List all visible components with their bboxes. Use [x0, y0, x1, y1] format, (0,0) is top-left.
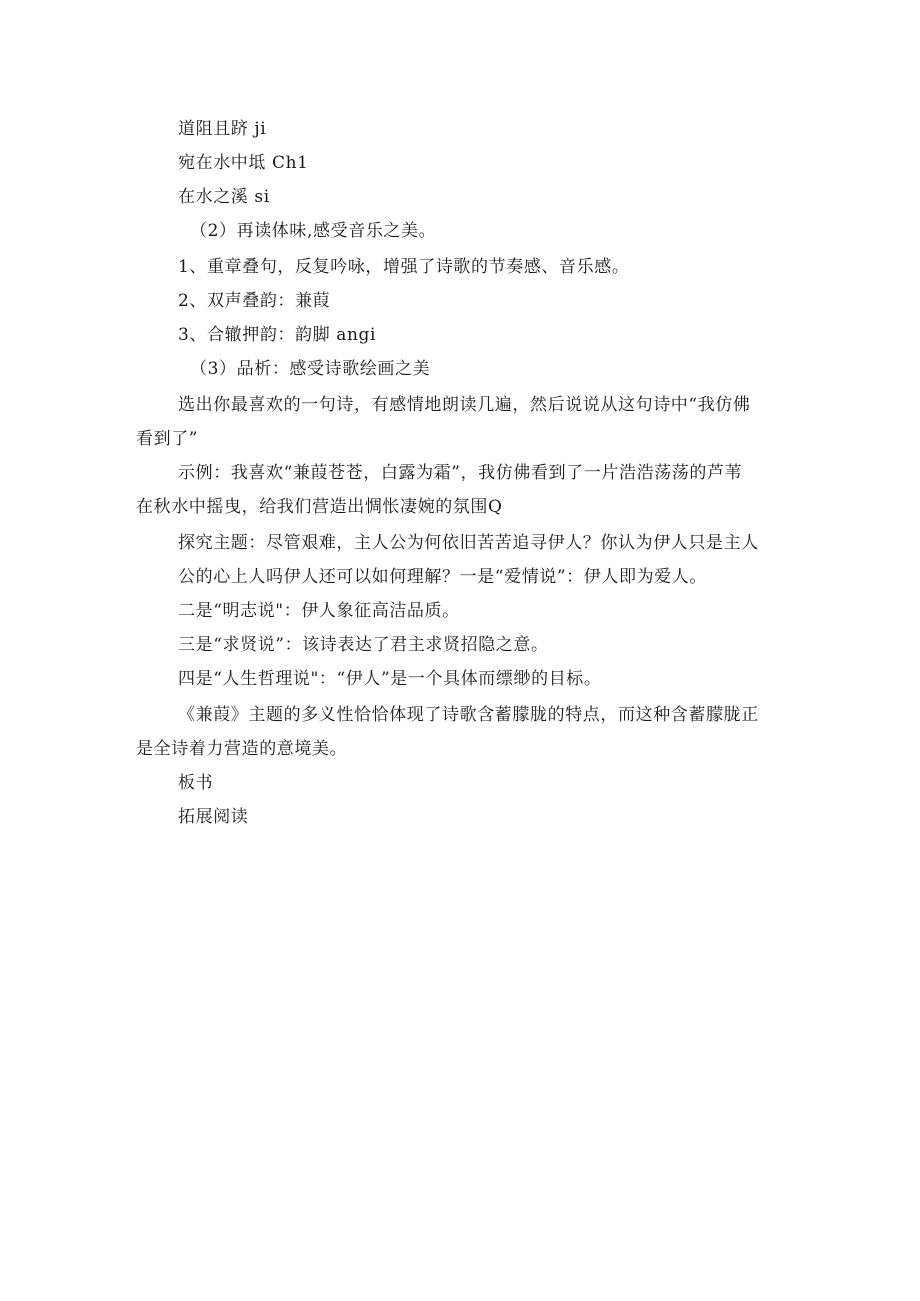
paragraph-line: 示例：我喜欢“兼葭苍苍，白露为霜”，我仿佛看到了一片浩浩荡荡的芦苇 [178, 463, 743, 483]
section-heading-2: （2）再读体味,感受音乐之美。 [190, 221, 437, 241]
heading-blackboard: 板书 [178, 773, 214, 793]
paragraph-line: 是全诗着力营造的意境美。 [136, 739, 348, 759]
paragraph-line: 三是“求贤说”：该诗表达了君主求贤招隐之意。 [178, 635, 549, 655]
paragraph-line: 探究主题：尽管艰难，主人公为何依旧苦苦追寻伊人？你认为伊人只是主人 [178, 533, 759, 553]
list-item-3: 3、合辙押韵：韵脚 angi [178, 325, 377, 345]
heading-extended-reading: 拓展阅读 [178, 807, 249, 827]
paragraph-line: 选出你最喜欢的一句诗，有感情地朗读几遍，然后说说从这句诗中“我仿佛 [178, 395, 751, 415]
list-item-1: 1、重章叠句，反复吟咏，增强了诗歌的节奏感、音乐感。 [178, 257, 630, 277]
poem-line-2: 宛在水中坻 Ch1 [178, 153, 309, 173]
poem-line-1: 道阻且跻 ji [178, 119, 267, 139]
section-heading-3: （3）品析：感受诗歌绘画之美 [190, 359, 431, 379]
paragraph-line: 四是“人生哲理说"：“伊人”是一个具体而缥缈的目标。 [178, 669, 602, 689]
paragraph-line: 在秋水中摇曳，给我们营造出惆怅凄婉的氛围Q [136, 497, 503, 517]
list-item-2: 2、双声叠韵：兼葭 [178, 291, 331, 311]
paragraph-line: 公的心上人吗伊人还可以如何理解？一是“爱情说”：伊人即为爱人。 [178, 567, 707, 587]
paragraph-line: 《兼葭》主题的多义性恰恰体现了诗歌含蓄朦胧的特点，而这种含蓄朦胧正 [178, 705, 759, 725]
paragraph-line: 二是“明志说"：伊人象征高洁品质。 [178, 601, 460, 621]
paragraph-line: 看到了” [136, 429, 199, 449]
poem-line-3: 在水之溪 si [178, 187, 270, 207]
